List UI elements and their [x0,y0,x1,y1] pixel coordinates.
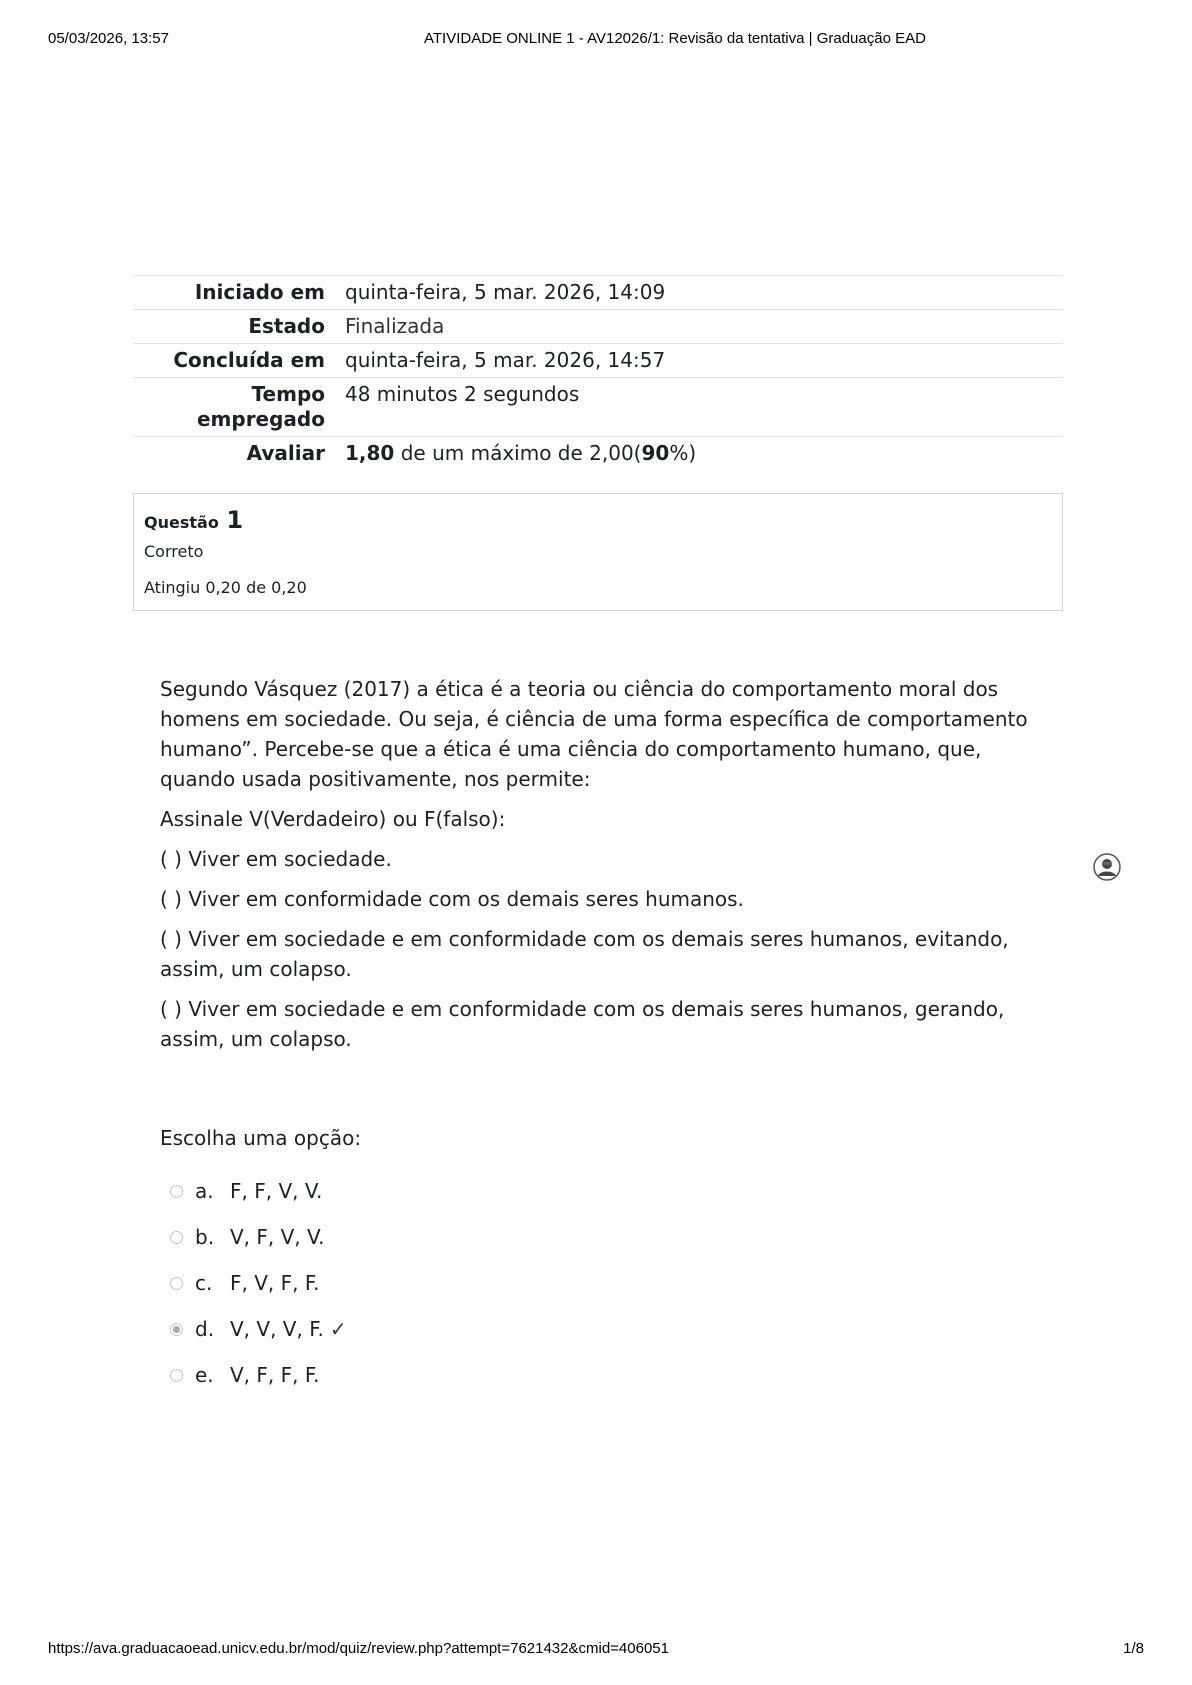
summary-row-grade [133,437,1063,471]
answer-options [170,1168,347,1398]
grade-score: 1,80 [345,441,395,465]
attempt-summary-table [133,275,1063,470]
summary-label: Estado [248,314,325,338]
check-icon: ✓ [329,1317,347,1341]
summary-value: 48 minutos 2 segundos [345,382,580,406]
print-header [48,30,1144,50]
grade-middle: de um máximo de 2,00( [394,441,642,465]
radio-button[interactable] [170,1277,183,1290]
question-paragraph: ( ) Viver em conformidade com os demais seres humanos. [160,887,744,911]
print-footer [48,1640,1144,1660]
question-number-value: 1 [226,506,244,534]
grade-suffix: %) [669,441,697,465]
option-text: V, V, V, F. [230,1317,324,1341]
summary-value: quinta-feira, 5 mar. 2026, 14:09 [345,280,666,304]
radio-button[interactable] [170,1231,183,1244]
option-letter: b. [195,1225,215,1249]
answer-option-b[interactable] [170,1214,347,1260]
user-avatar-icon[interactable] [1093,853,1121,881]
answer-option-c[interactable] [170,1260,347,1306]
question-paragraph: Assinale V(Verdadeiro) ou F(falso): [160,807,506,831]
question-paragraph: ( ) Viver em sociedade e em conformidade com os demais seres humanos, evitando, assim, um colapso. [160,927,1009,981]
answer-option-a[interactable] [170,1168,347,1214]
answer-option-e[interactable] [170,1352,347,1398]
option-letter: d. [195,1317,215,1341]
option-text: F, V, F, F. [230,1271,320,1295]
summary-row-completed [133,344,1063,378]
summary-label: Avaliar [246,441,325,465]
summary-row-state [133,310,1063,344]
question-grade: Atingiu 0,20 de 0,20 [144,578,307,597]
question-paragraph: Segundo Vásquez (2017) a ética é a teoria ou ciência do comportamento moral dos homens em sociedade. Ou seja, é ciência de uma forma específica de comportamento humano”. Percebe-se que a ética é uma ciência do comportamento humano, que, quando usada positivamente, nos permite: [160,677,1028,791]
summary-value: Finalizada [345,314,445,338]
option-letter: c. [195,1271,213,1295]
page-url: https://ava.graduacaoead.unicv.edu.br/mod/quiz/review.php?attempt=7621432&cmid=406051 [48,1640,669,1657]
answer-option-d[interactable] [170,1306,347,1352]
question-text [160,674,1050,1064]
summary-label: Iniciado em [194,280,325,304]
print-date: 05/03/2026, 13:57 [48,30,169,47]
page-title: ATIVIDADE ONLINE 1 - AV12026/1: Revisão da tentativa | Graduação EAD [424,30,926,47]
summary-row-time [133,378,1063,437]
radio-button-selected[interactable] [170,1323,183,1336]
question-paragraph: ( ) Viver em sociedade e em conformidade com os demais seres humanos, gerando, assim, um colapso. [160,997,1005,1051]
radio-button[interactable] [170,1185,183,1198]
summary-row-started [133,276,1063,310]
summary-label: Tempo empregado [196,382,325,431]
question-number [144,506,243,534]
question-prefix: Questão [144,513,219,532]
radio-button[interactable] [170,1369,183,1382]
option-letter: e. [195,1363,214,1387]
summary-value: quinta-feira, 5 mar. 2026, 14:57 [345,348,666,372]
grade-percent: 90 [641,441,670,465]
summary-value [345,437,1063,471]
option-text: V, F, V, V. [230,1225,325,1249]
option-text: V, F, F, F. [230,1363,320,1387]
page-number: 1/8 [1123,1640,1144,1657]
answer-prompt: Escolha uma opção: [160,1126,362,1150]
question-state: Correto [144,542,204,561]
summary-label: Concluída em [173,348,325,372]
question-info-box [133,493,1063,611]
question-paragraph: ( ) Viver em sociedade. [160,847,392,871]
option-text: F, F, V, V. [230,1179,323,1203]
option-letter: a. [195,1179,214,1203]
